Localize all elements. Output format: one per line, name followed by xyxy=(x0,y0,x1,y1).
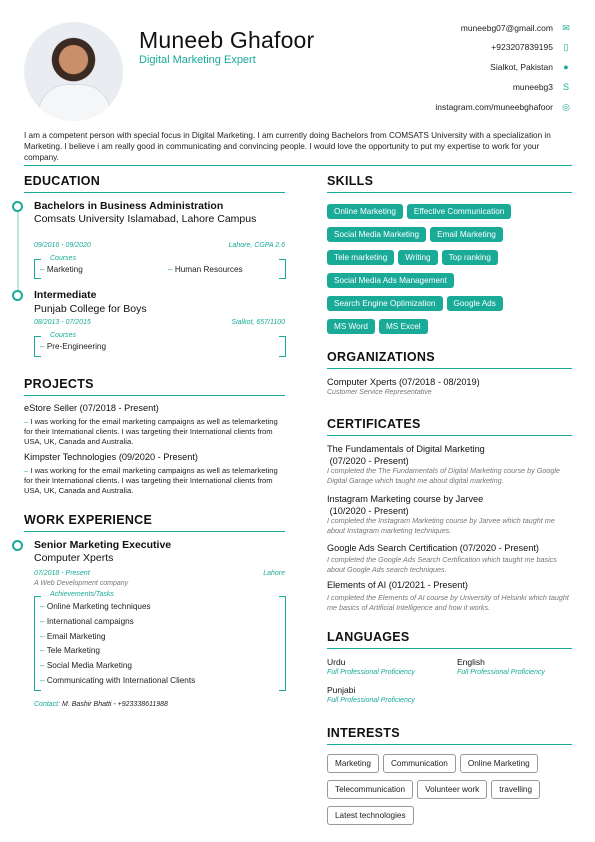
skill-tag: MS Word xyxy=(327,319,375,334)
skill-tag: Effective Communication xyxy=(407,204,511,219)
org-name: Computer Xperts (07/2018 - 08/2019) xyxy=(327,377,480,387)
skill-tag: Email Marketing xyxy=(430,227,503,242)
skill-tag: Search Engine Optimization xyxy=(327,296,443,311)
certificates-rule xyxy=(327,435,572,436)
courses-label: Courses xyxy=(50,332,77,339)
edu-school: Punjab College for Boys xyxy=(34,303,147,315)
contact-skype[interactable]: muneebg3 S xyxy=(512,82,569,92)
org-role: Customer Service Representative xyxy=(327,389,432,396)
tasks-label: Achievements/Tasks xyxy=(50,591,114,598)
job-title: Digital Marketing Expert xyxy=(139,54,256,66)
skype-icon: S xyxy=(562,82,569,92)
timeline-dot xyxy=(12,540,23,551)
language-level: Full Professional Proficiency xyxy=(327,669,415,676)
edu-degree: Bachelors in Business Administration xyxy=(34,200,224,212)
edu-place: Lahore, CGPA 2.6 xyxy=(228,242,285,249)
skill-tag: Tele marketing xyxy=(327,250,394,265)
interest-tag: Communication xyxy=(383,754,456,773)
cert-title: Google Ads Search Certification (07/2020 - Present) xyxy=(327,543,539,553)
project-desc: – I was working for the email marketing campaigns as well as telemarketing for their International clients. I was targeting their International clients from USA, UK, Canada and Australia. xyxy=(24,466,278,495)
project-title: eStore Seller (07/2018 - Present) xyxy=(24,403,159,413)
language-level: Full Professional Proficiency xyxy=(327,697,415,704)
edu-dates: 09/2016 - 09/2020 xyxy=(34,242,91,249)
work-heading: WORK EXPERIENCE xyxy=(24,513,153,527)
certificates-heading: CERTIFICATES xyxy=(327,417,421,431)
profile-photo xyxy=(24,22,123,121)
skill-tag: Top ranking xyxy=(442,250,498,265)
interest-tag: Marketing xyxy=(327,754,379,773)
person-name: Muneeb Ghafoor xyxy=(139,27,315,53)
divider xyxy=(24,165,572,166)
work-company: Computer Xperts xyxy=(34,552,114,564)
task-item: – Tele Marketing xyxy=(40,646,100,655)
projects-rule xyxy=(24,395,285,396)
language-level: Full Professional Proficiency xyxy=(457,669,545,676)
instagram-icon: ◎ xyxy=(562,101,570,112)
contact-location: Sialkot, Pakistan ● xyxy=(490,62,571,72)
interest-tag: Latest technologies xyxy=(327,806,414,825)
education-heading: EDUCATION xyxy=(24,174,101,188)
cert-desc: I completed the Elements of AI course by University of Helsinki which taught me basics of Artificial Intelligence and how it works. xyxy=(327,593,569,612)
organizations-rule xyxy=(327,368,572,369)
work-contact: Contact: M. Bashir Bhatti - +923338611988 xyxy=(34,701,168,708)
company-desc: A Web Development company xyxy=(34,580,129,587)
interests-list xyxy=(327,753,577,831)
language-name: Punjabi xyxy=(327,685,356,695)
course-item: – Marketing xyxy=(40,265,83,274)
skills-rule xyxy=(327,192,572,193)
contact-email[interactable]: muneebg07@gmail.com ✉ xyxy=(460,22,570,33)
phone-icon: ▯ xyxy=(563,41,569,52)
task-item: – Social Media Marketing xyxy=(40,661,132,670)
interest-tag: travelling xyxy=(491,780,540,799)
work-dates: 07/2018 - Present xyxy=(34,570,90,577)
interests-heading: INTERESTS xyxy=(327,726,400,740)
timeline-dot xyxy=(12,201,23,212)
interest-tag: Volunteer work xyxy=(417,780,487,799)
summary: I am a competent person with special focus in Digital Marketing. I am currently doing Bachelors from COMSATS University with a specialization in Marketing. I believe i am really good in communicating and convincing people. I would love the opportunity to put my expertise to work for your company. xyxy=(24,131,551,162)
skills-heading: SKILLS xyxy=(327,174,374,188)
interest-tag: Telecommunication xyxy=(327,780,413,799)
timeline-line xyxy=(17,206,19,296)
project-desc: – I was working for the email marketing campaigns as well as telemarketing for their International clients. I was targeting their International clients from USA, UK, Canada and Australia. xyxy=(24,417,278,446)
skill-tag: Social Media Ads Management xyxy=(327,273,454,288)
language-name: Urdu xyxy=(327,657,346,667)
timeline-dot xyxy=(12,290,23,301)
work-role: Senior Marketing Executive xyxy=(34,539,172,551)
edu-dates: 08/2013 - 07/2015 xyxy=(34,319,91,326)
courses-label: Courses xyxy=(50,255,77,262)
projects-heading: PROJECTS xyxy=(24,377,94,391)
course-item: – Human Resources xyxy=(168,265,243,274)
education-rule xyxy=(24,192,285,193)
skill-tag: Social Media Marketing xyxy=(327,227,426,242)
interest-tag: Online Marketing xyxy=(460,754,538,773)
task-item: – International campaigns xyxy=(40,617,134,626)
task-item: – Online Marketing techniques xyxy=(40,602,151,611)
languages-rule xyxy=(327,648,572,649)
task-item: – Email Marketing xyxy=(40,632,106,641)
cert-desc: I completed the Google Ads Search Certification which taught me basics about Google Ads search techniques. xyxy=(327,555,557,574)
work-place: Lahore xyxy=(263,570,285,577)
interests-rule xyxy=(327,744,572,745)
cert-title: Instagram Marketing course by Jarvee (10/2020 - Present) xyxy=(327,494,484,516)
edu-school: Comsats University Islamabad, Lahore Campus xyxy=(34,213,257,225)
cert-desc: I completed the The Fundamentals of Digital Marketing course by Google Digital Garage which taught me about digital marketing. xyxy=(327,466,560,485)
location-icon: ● xyxy=(563,62,569,72)
task-item: – Communicating with International Clients xyxy=(40,676,195,685)
project-title: Kimpster Technologies (09/2020 - Present) xyxy=(24,452,198,462)
cert-desc: I completed the Instagram Marketing course by Jarvee which taught me about Instagram marketing techniques. xyxy=(327,516,555,535)
email-icon: ✉ xyxy=(562,22,570,33)
organizations-heading: ORGANIZATIONS xyxy=(327,350,435,364)
skill-tag: Online Marketing xyxy=(327,204,403,219)
course-item: – Pre-Engineering xyxy=(40,342,106,351)
skills-list xyxy=(327,201,577,339)
edu-degree: Intermediate xyxy=(34,289,97,301)
work-rule xyxy=(24,531,285,532)
skill-tag: Google Ads xyxy=(447,296,503,311)
contact-instagram[interactable]: instagram.com/muneebghafoor ◎ xyxy=(435,101,570,112)
cert-title: The Fundamentals of Digital Marketing (07/2020 - Present) xyxy=(327,444,485,466)
courses-bracket-right xyxy=(279,259,286,279)
skill-tag: MS Excel xyxy=(379,319,428,334)
cert-title: Elements of AI (01/2021 - Present) xyxy=(327,580,468,590)
courses-bracket-right xyxy=(279,336,286,357)
languages-heading: LANGUAGES xyxy=(327,630,410,644)
edu-place: Sialkot, 657/1100 xyxy=(231,319,285,326)
tasks-bracket-right xyxy=(279,596,286,691)
skill-tag: Writing xyxy=(398,250,437,265)
contact-phone[interactable]: +923207839195 ▯ xyxy=(491,42,571,52)
language-name: English xyxy=(457,657,485,667)
